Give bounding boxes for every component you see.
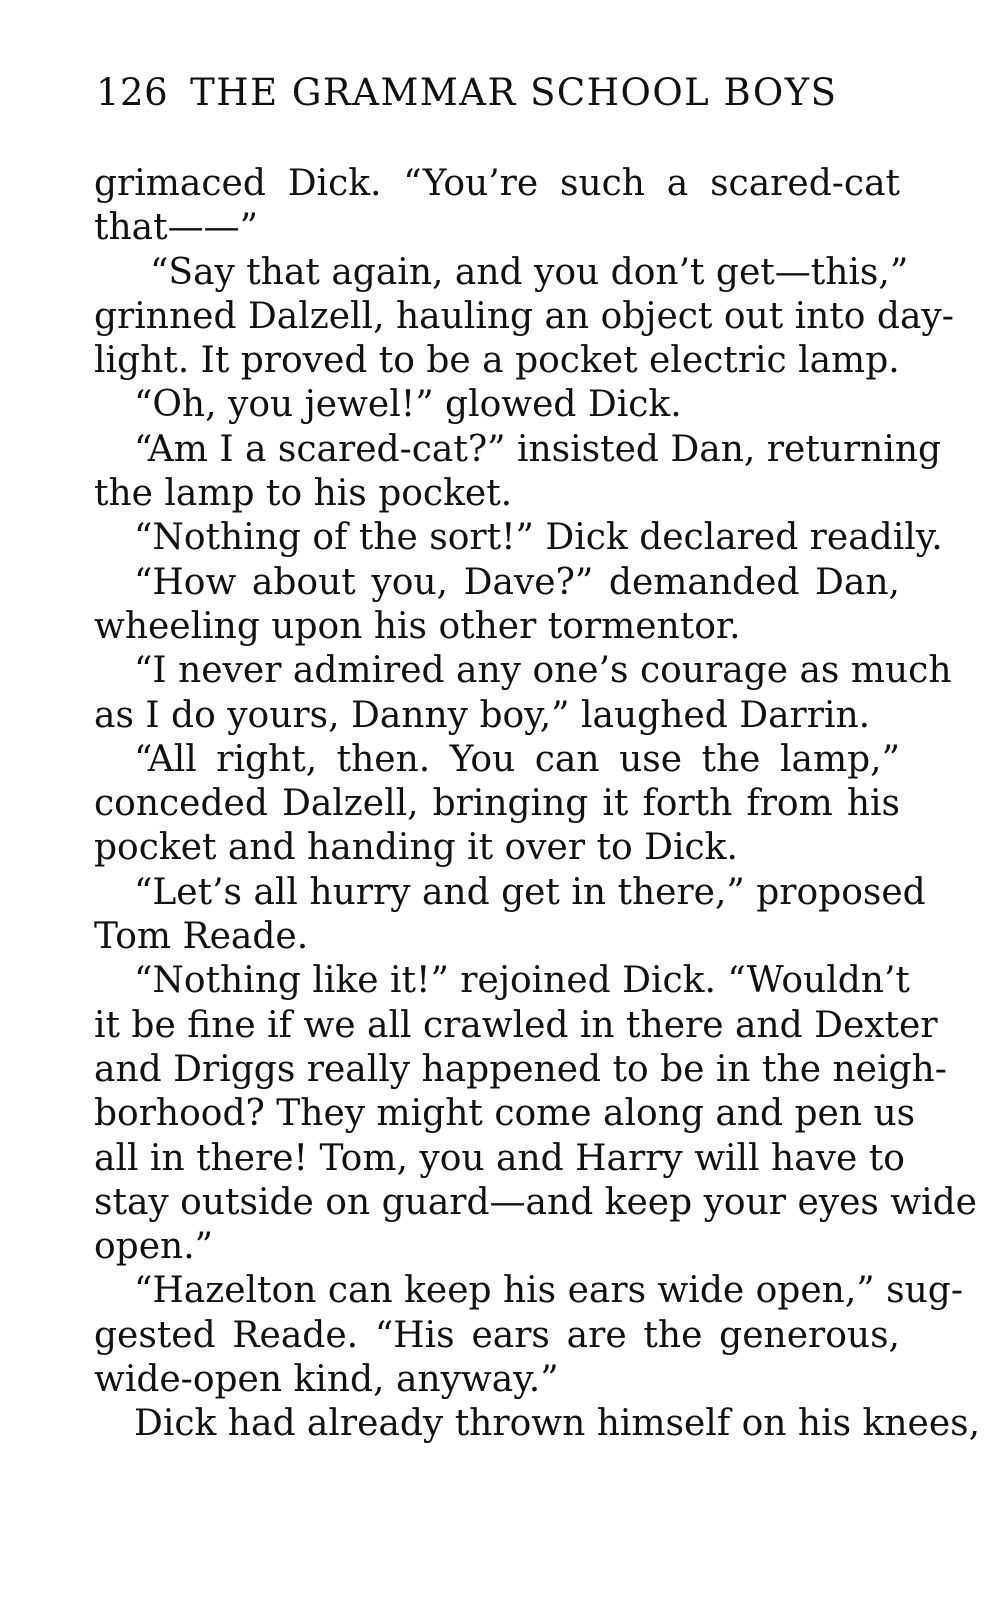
text-line: stay outside on guard—and keep your eyes wide [94, 1181, 977, 1223]
text-line: it be fine if we all crawled in there and Dexter [94, 1004, 938, 1046]
text-line: and Driggs really happened to be in the neigh- [94, 1048, 947, 1090]
text-line: grimaced Dick. “You’re such a scared-cat [94, 163, 900, 204]
text-line: Tom Reade. [94, 916, 309, 958]
page-number: 126 [96, 71, 169, 114]
text-line: “Hazelton can keep his ears wide open,” sug- [134, 1270, 963, 1312]
text-line: open.” [94, 1226, 214, 1268]
text-line: “Let’s all hurry and get in there,” proposed [134, 871, 926, 913]
text-line: “I never admired any one’s courage as much [134, 650, 952, 692]
text-line: “Nothing like it!” rejoined Dick. “Wouldn’t [134, 960, 910, 1002]
text-line: light. It proved to be a pocket electric lamp. [94, 340, 900, 382]
text-line: “All right, then. You can use the lamp,” [134, 738, 900, 780]
text-line: all in there! Tom, you and Harry will have to [94, 1137, 905, 1179]
text-line: “Nothing of the sort!” Dick declared readily. [134, 517, 943, 559]
text-line: wide-open kind, anyway.” [94, 1359, 559, 1401]
body-text [94, 162, 981, 1447]
text-line: “Say that again, and you don’t get—this,” [150, 251, 909, 293]
text-line: borhood? They might come along and pen us [94, 1093, 916, 1135]
text-line: pocket and handing it over to Dick. [94, 827, 738, 869]
text-line: conceded Dalzell, bringing it forth from his [94, 783, 900, 825]
text-line: the lamp to his pocket. [94, 473, 513, 515]
text-line: gested Reade. “His ears are the generous, [94, 1314, 900, 1356]
text-line: “Am I a scared-cat?” insisted Dan, returning [134, 428, 942, 470]
text-line: as I do yours, Danny boy,” laughed Darrin. [94, 694, 871, 736]
text-line: “How about you, Dave?” demanded Dan, [134, 561, 900, 603]
running-title: THE GRAMMAR SCHOOL BOYS [190, 71, 838, 114]
text-line: that——” [94, 207, 258, 249]
text-line: Dick had already thrown himself on his knees, [134, 1403, 981, 1445]
running-head [96, 70, 926, 116]
text-line: grinned Dalzell, hauling an object out into day- [94, 295, 954, 337]
text-line: wheeling upon his other tormentor. [94, 605, 741, 647]
text-line: “Oh, you jewel!” glowed Dick. [134, 384, 682, 426]
